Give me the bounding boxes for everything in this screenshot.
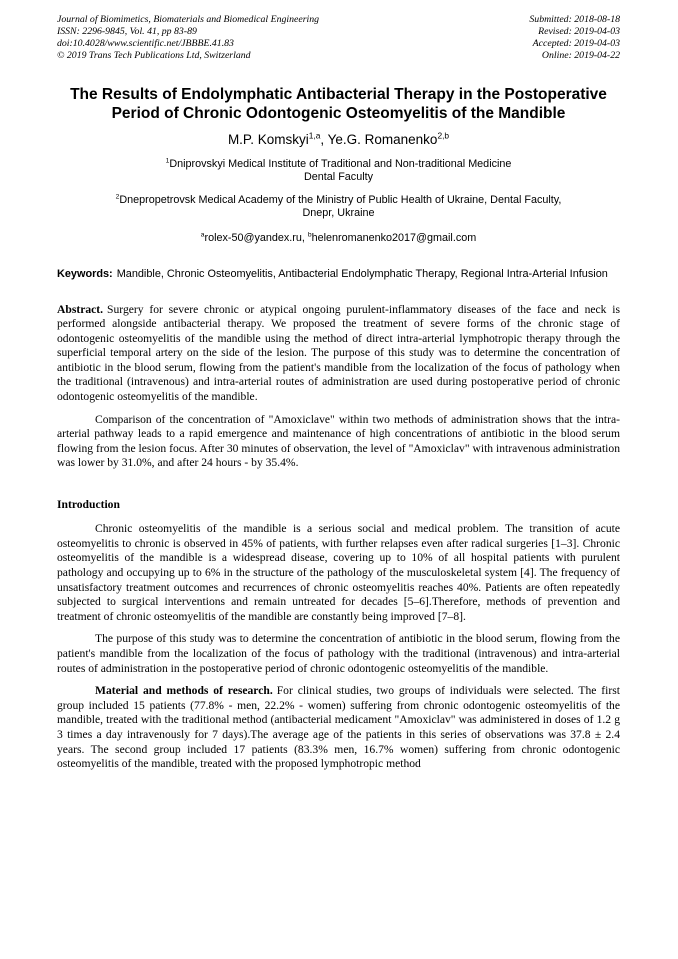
- methods-text: For clinical studies, two groups of individuals were selected. The first group included 15 patients (77.8% - men, 22.2% - women) suffering from chronic odontogenic osteomyelitis of the mandible, treated with the traditional method (antibacterial medicament "Amoxiclav" was administered in doses of 1.2 g 3 times a day intravenously for 7 days).The average age of the patients in this series of observations was 37.8 ± 2.4 years. The second group included 17 patients (83.3% men, 16.7% women) suffering from chronic odontogenic osteomyelitis of the mandible, treated with the proposed lymphotropic method: [57, 684, 620, 771]
- affiliation-2-text: Dnepropetrovsk Medical Academy of the Ministry of Public Health of Ukraine, Dental Faculty,: [119, 194, 562, 206]
- journal-header: [57, 14, 620, 62]
- affiliation-1-line-2: Dental Faculty: [303, 171, 373, 183]
- email-b: helenromanenko2017@gmail.com: [311, 232, 477, 244]
- journal-doi: doi:10.4028/www.scientific.net/JBBBE.41.83: [57, 38, 234, 49]
- affiliation-1-text: Dniprovskyi Medical Institute of Traditional and Non-traditional Medicine: [169, 158, 512, 170]
- authors-line: [57, 132, 620, 148]
- journal-copyright: © 2019 Trans Tech Publications Ltd, Switzerland: [57, 50, 251, 61]
- author-2-name: Ye.G. Romanenko: [327, 132, 438, 147]
- journal-issn-volume: ISSN: 2296-9845, Vol. 41, pp 83-89: [57, 26, 197, 37]
- keywords-line: [57, 268, 620, 282]
- affiliation-2-line-1: [57, 194, 620, 207]
- journal-name: Journal of Biomimetics, Biomaterials and Biomedical Engineering: [57, 14, 320, 25]
- author-1-name: M.P. Komskyi: [227, 132, 309, 147]
- journal-info-block: [57, 14, 319, 62]
- accepted-date: Accepted: 2019-04-03: [532, 38, 620, 49]
- affiliation-1-line-1: [57, 158, 620, 171]
- affiliation-2: [57, 194, 620, 220]
- introduction-heading: Introduction: [57, 498, 120, 512]
- paper-title: The Results of Endolymphatic Antibacterial Therapy in the Postoperative Period of Chronic Odontogenic Osteomyelitis of the Mandible: [70, 86, 607, 122]
- affiliation-1: [57, 158, 620, 184]
- abstract-paragraph-1-text: Surgery for severe chronic or atypical ongoing purulent-inflammatory diseases of the face and neck is performed alongside antibacterial therapy. We proposed the treatment of severe forms of the chronic stage of odontogenic osteomyelitis of the mandible using the method of direct intra-arterial lymphotropic therapy through the superficial temporal artery on the side of the lesion. The purpose of this study was to determine the concentration of antibiotic in the blood serum, flowing from the patient's mandible from the localization of the focus of pathology when the traditional (intravenous) and intra-arterial routes of administration are used during postoperative period of chronic odontogenic osteomyelitis of the mandible.: [57, 302, 620, 404]
- affiliation-2-superscript: 2: [115, 193, 120, 201]
- abstract-label: Abstract.: [57, 302, 104, 316]
- online-date: Online: 2019-04-22: [541, 50, 620, 61]
- introduction-paragraph-1: Chronic osteomyelitis of the mandible is a serious social and medical problem. The transition of acute osteomyelitis to chronic is observed in 45% of patients, with further relapses even after radical surgeries [1–3]. Chronic osteomyelitis of the mandible is a widespread disease, covering up to 10% of all hospital patients with purulent pathology and occupying up to 6% in the structure of the pathology of the musculoskeletal system [4]. The frequency of unsatisfactory treatment outcomes and recurrences of chronic osteomyelitis reaches 40%. Patients are often repeatedly subjected to surgical interventions and remain untreated for decades [5–6].Therefore, methods of prevention and treatment of chronic osteomyelitis of the mandible are constantly being improved [7–8].: [57, 522, 620, 623]
- author-1-superscript: 1,a: [308, 130, 321, 141]
- email-a: rolex-50@yandex.ru: [204, 232, 302, 244]
- keywords-text: Mandible, Chronic Osteomyelitis, Antibacterial Endolymphatic Therapy, Regional Intra-Arterial Infusion: [116, 268, 608, 280]
- author-2-superscript: 2,b: [437, 130, 450, 141]
- keywords-label: Keywords:: [57, 268, 113, 280]
- abstract-paragraph-1: [57, 303, 620, 405]
- email-a-superscript: a: [200, 231, 205, 239]
- revised-date: Revised: 2019-04-03: [538, 26, 620, 37]
- affiliation-2-line-2: Dnepr, Ukraine: [302, 207, 375, 219]
- email-b-superscript: b: [307, 231, 312, 239]
- authors-separator: ,: [320, 132, 328, 147]
- author-emails-line: [57, 232, 620, 245]
- introduction-paragraph-2: The purpose of this study was to determine the concentration of antibiotic in the blood serum, flowing from the patient's mandible from the localization of the focus of pathology with the traditional (intravenous) and intra-arterial routes of administration in the postoperative period of chronic odontogenic osteomyelitis of the mandible.: [57, 632, 620, 675]
- abstract-paragraph-2: Comparison of the concentration of "Amoxiclave" within two methods of administration shows that the intra-arterial pathway leads to a rapid emergence and maintenance of high concentrations of antibiotic in the blood serum flowing from the lesion focus. After 30 minutes of observation, the level of "Amoxiclav" with intravenous administration was lower by 31.0%, and after 24 hours - by 35.4%.: [57, 412, 620, 470]
- methods-label: Material and methods of research.: [95, 684, 273, 698]
- article-dates-block: [529, 14, 620, 62]
- submitted-date: Submitted: 2018-08-18: [529, 14, 620, 25]
- emails-separator: ,: [301, 232, 308, 244]
- methods-paragraph: [57, 684, 620, 772]
- affiliation-1-superscript: 1: [165, 157, 170, 165]
